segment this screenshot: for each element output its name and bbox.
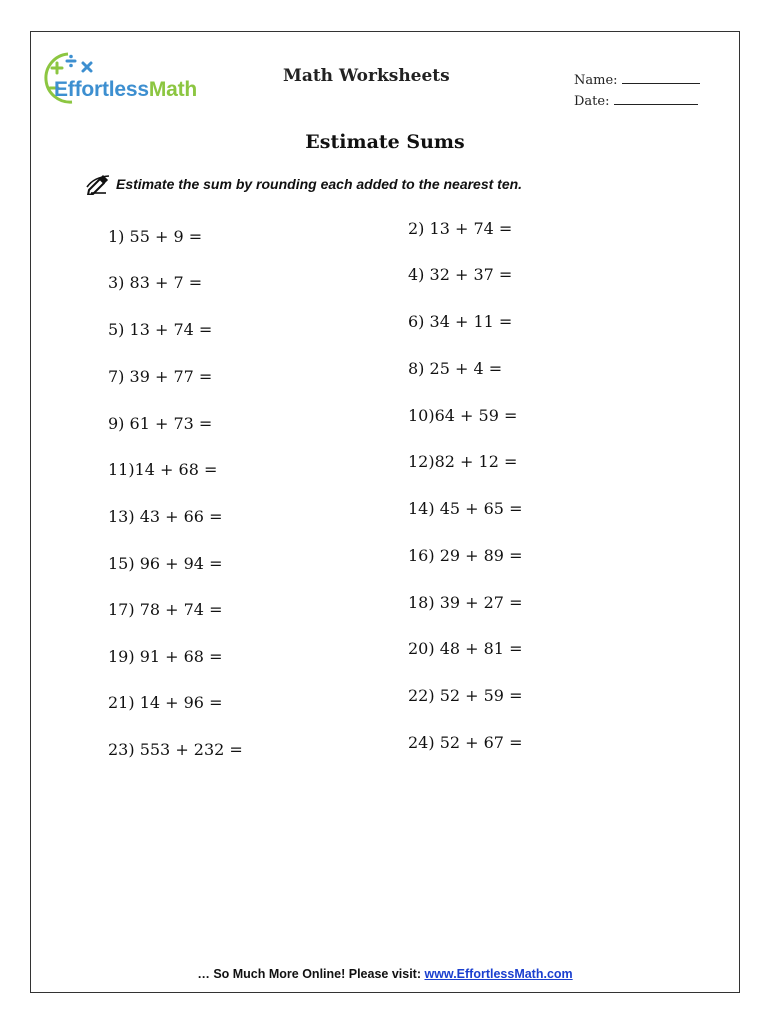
problem-5: 5) 13 + 74 = bbox=[108, 320, 213, 339]
problem-18: 18) 39 + 27 = bbox=[408, 593, 523, 612]
date-label: Date: bbox=[574, 94, 610, 109]
problem-6: 6) 34 + 11 = bbox=[408, 312, 513, 331]
problem-15: 15) 96 + 94 = bbox=[108, 554, 223, 573]
problem-9: 9) 61 + 73 = bbox=[108, 414, 213, 433]
problem-22: 22) 52 + 59 = bbox=[408, 686, 523, 705]
page-title: Estimate Sums bbox=[305, 131, 465, 153]
problem-24: 24) 52 + 67 = bbox=[408, 733, 523, 752]
pencil-icon bbox=[86, 173, 110, 195]
problem-19: 19) 91 + 68 = bbox=[108, 647, 223, 666]
header-title: Math Worksheets bbox=[283, 66, 450, 86]
problem-2: 2) 13 + 74 = bbox=[408, 219, 513, 238]
logo-wordmark bbox=[54, 78, 197, 102]
problem-16: 16) 29 + 89 = bbox=[408, 546, 523, 565]
problem-17: 17) 78 + 74 = bbox=[108, 600, 223, 619]
problem-20: 20) 48 + 81 = bbox=[408, 639, 523, 658]
problem-10: 10)64 + 59 = bbox=[408, 406, 518, 425]
date-blank[interactable] bbox=[614, 93, 698, 105]
problem-21: 21) 14 + 96 = bbox=[108, 693, 223, 712]
problem-7: 7) 39 + 77 = bbox=[108, 367, 213, 386]
footer-text: … So Much More Online! Please visit: bbox=[197, 967, 425, 981]
name-label: Name: bbox=[574, 73, 618, 88]
problem-13: 13) 43 + 66 = bbox=[108, 507, 223, 526]
problem-12: 12)82 + 12 = bbox=[408, 452, 518, 471]
instruction-text: Estimate the sum by rounding each added to the nearest ten. bbox=[116, 176, 523, 192]
problem-14: 14) 45 + 65 = bbox=[408, 499, 523, 518]
logo-text-main: Effortless bbox=[54, 78, 149, 101]
logo-text-accent: Math bbox=[148, 78, 198, 101]
problem-3: 3) 83 + 7 = bbox=[108, 273, 203, 292]
date-field[interactable] bbox=[574, 93, 698, 109]
problem-8: 8) 25 + 4 = bbox=[408, 359, 503, 378]
footer-link[interactable]: www.EffortlessMath.com bbox=[424, 967, 573, 981]
problem-4: 4) 32 + 37 = bbox=[408, 265, 513, 284]
instruction bbox=[86, 172, 522, 196]
problem-23: 23) 553 + 232 = bbox=[108, 740, 243, 759]
name-field[interactable] bbox=[574, 72, 700, 88]
footer bbox=[0, 967, 770, 981]
problem-1: 1) 55 + 9 = bbox=[108, 227, 203, 246]
problem-11: 11)14 + 68 = bbox=[108, 460, 218, 479]
name-blank[interactable] bbox=[622, 72, 700, 84]
